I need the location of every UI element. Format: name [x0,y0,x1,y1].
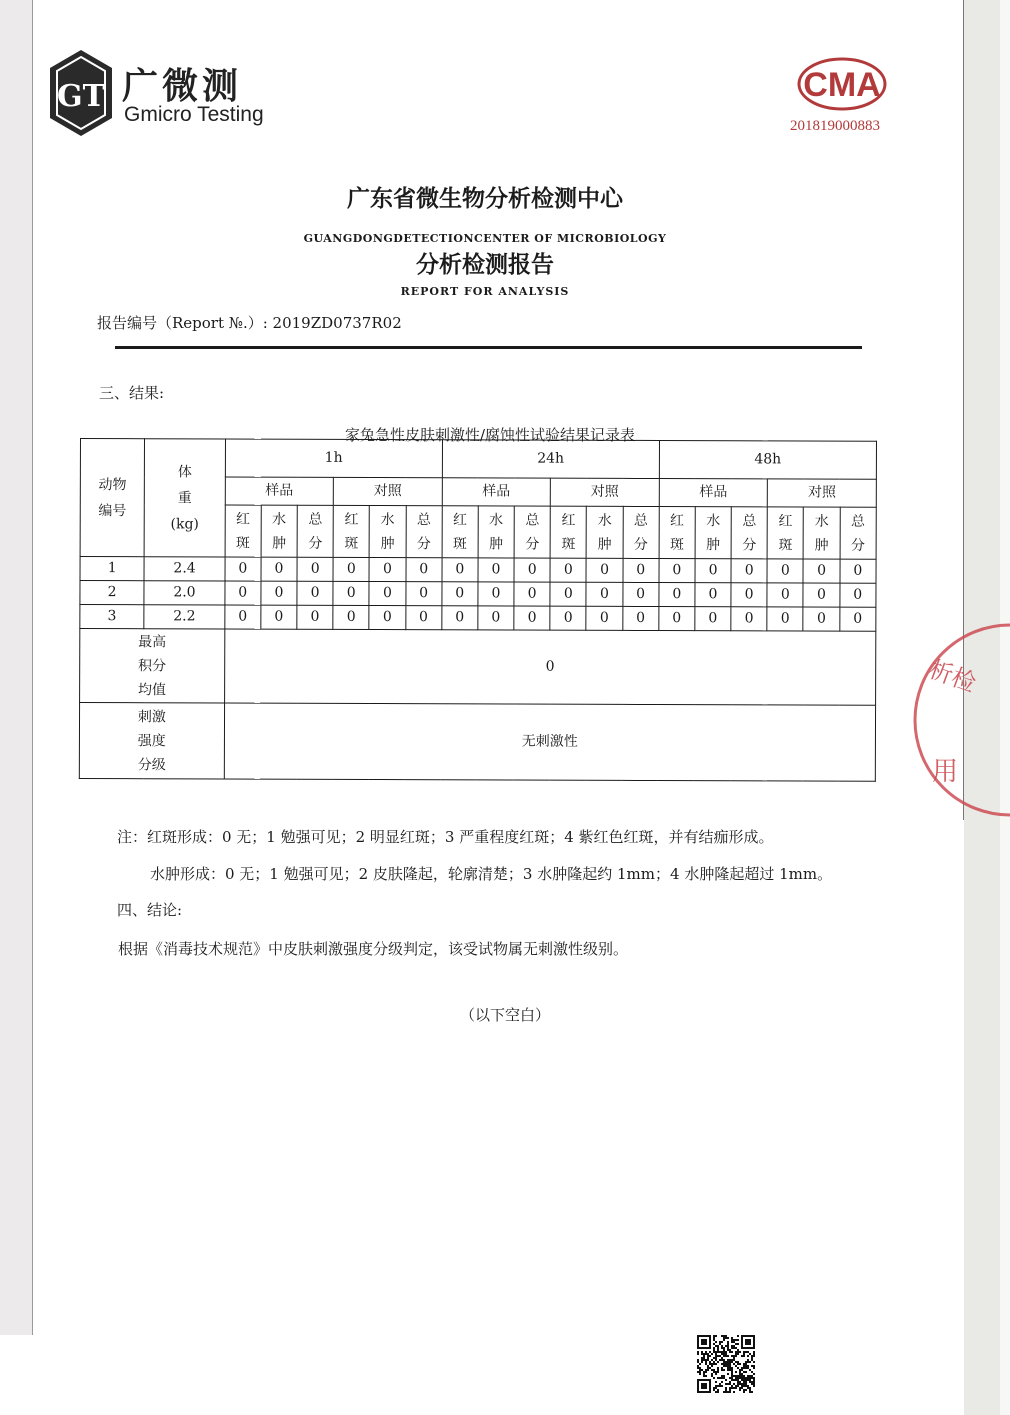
animal-id-cell: 2 [80,581,144,605]
header-subcolumn: 水 肿 [478,506,514,558]
score-cell: 0 [297,581,333,605]
max-score-value: 0 [224,629,876,705]
score-cell: 0 [622,606,658,630]
score-cell: 0 [586,606,622,630]
report-title-cn: 分析检测报告 [416,252,554,278]
header-subcolumn: 红 斑 [550,506,586,558]
svg-text:析检: 析检 [924,654,980,698]
score-cell: 0 [550,558,586,582]
header-subcolumn: 总 分 [731,507,767,559]
header-subcolumn: 总 分 [514,506,550,558]
score-cell: 0 [803,607,839,631]
table-row [80,557,876,584]
score-cell: 0 [803,559,839,583]
header-subcolumn: 水 肿 [695,507,731,559]
score-cell: 0 [225,605,261,629]
score-cell: 0 [369,582,405,606]
header-period-1h: 1h [225,439,442,478]
score-cell: 0 [405,582,441,606]
header-subcolumn: 红 斑 [333,505,369,557]
header-period-24h: 24h [442,440,659,479]
cma-number: 201819000883 [790,118,880,134]
score-cell: 0 [406,558,442,582]
score-cell: 0 [369,606,405,630]
header-group: 样品 [659,479,768,507]
score-cell: 0 [767,559,803,583]
score-cell: 0 [695,559,731,583]
logo-name-en: Gmicro Testing [124,103,264,126]
logo-name-cn: 广微测 [122,66,243,107]
header-group: 对照 [768,479,877,507]
score-cell: 0 [550,606,586,630]
score-cell: 0 [695,607,731,631]
score-cell: 0 [297,605,333,629]
cma-certification-mark [796,56,888,112]
score-cell: 0 [261,605,297,629]
header-period-48h: 48h [659,441,876,480]
logo-letters: GT [57,79,105,114]
score-cell: 0 [623,558,659,582]
score-cell: 0 [261,557,297,581]
header-subcolumn: 红 斑 [442,506,478,558]
animal-id-cell: 3 [80,605,144,629]
intensity-label: 刺激 强度 分级 [79,703,224,780]
max-score-label: 最高 积分 均值 [80,629,225,704]
score-cell: 0 [442,606,478,630]
score-cell: 0 [767,607,803,631]
score-cell: 0 [225,581,261,605]
score-cell: 0 [839,607,875,631]
header-subcolumn: 水 肿 [369,506,405,558]
score-cell: 0 [514,558,550,582]
header-subcolumn: 水 肿 [804,507,840,559]
table-row [80,605,876,632]
header-group: 样品 [225,477,334,505]
qr-code-icon [697,1335,755,1393]
note-edema: 水肿形成：0 无；1 勉强可见；2 皮肤隆起，轮廓清楚；3 水肿隆起约 1mm；4 水肿隆起超过 1mm。 [150,865,833,883]
score-cell: 0 [659,607,695,631]
animal-id-cell: 1 [80,557,144,581]
score-cell: 0 [333,605,369,629]
svg-text:用: 用 [932,757,959,787]
score-cell: 0 [586,582,622,606]
header-group: 样品 [442,478,551,506]
score-cell: 0 [695,583,731,607]
header-subcolumn: 红 斑 [225,505,261,557]
intensity-value: 无刺激性 [224,703,876,781]
header-subcolumn: 总 分 [297,505,333,557]
score-cell: 0 [297,557,333,581]
section-results-heading: 三、结果: [99,384,165,402]
header-subcolumn: 水 肿 [261,505,297,557]
header-subcolumn: 总 分 [623,506,659,558]
score-cell: 0 [442,582,478,606]
header-subcolumn: 水 肿 [587,506,623,558]
header-subcolumn: 红 斑 [659,507,695,559]
results-table [79,438,877,782]
score-cell: 0 [442,558,478,582]
gt-hexagon-logo-icon [48,48,114,138]
header-animal-id: 动物 编号 [80,439,145,557]
note-erythema: 注：红斑形成：0 无；1 勉强可见；2 明显红斑；3 严重程度红斑；4 紫红色红斑，并有结痂形成。 [117,828,774,846]
score-cell: 0 [840,583,876,607]
weight-cell: 2.0 [144,581,224,605]
score-cell: 0 [623,582,659,606]
score-cell: 0 [803,583,839,607]
blank-below-note: （以下空白） [459,1006,550,1024]
section-conclusion-heading: 四、结论: [117,901,183,919]
score-cell: 0 [731,559,767,583]
score-cell: 0 [333,581,369,605]
score-cell: 0 [514,606,550,630]
score-cell: 0 [478,606,514,630]
score-cell: 0 [369,558,405,582]
report-title-en: REPORT FOR ANALYSIS [400,285,570,298]
score-cell: 0 [731,583,767,607]
header-weight: 体 重 (kg) [144,439,225,557]
score-cell: 0 [261,581,297,605]
header-group: 对照 [333,477,442,505]
org-name-en: GUANGDONGDETECTIONCENTER OF MICROBIOLOGY [303,232,667,245]
score-cell: 0 [840,559,876,583]
cma-text: CMA [803,66,881,104]
score-cell: 0 [478,582,514,606]
score-cell: 0 [333,557,369,581]
header-subcolumn: 红 斑 [767,507,803,559]
header-subcolumn: 总 分 [840,507,877,559]
org-name-cn: 广东省微生物分析检测中心 [347,186,623,212]
table-row [80,581,876,608]
score-cell: 0 [586,558,622,582]
weight-cell: 2.4 [144,557,224,581]
report-number: 报告编号（Report №.）: 2019ZD0737R02 [97,314,402,332]
score-cell: 0 [767,583,803,607]
header-subcolumn: 总 分 [406,506,442,558]
red-seal-fragment [920,620,980,820]
table-caption: 家兔急性皮肤刺激性/腐蚀性试验结果记录表 [344,426,636,444]
score-cell: 0 [659,559,695,583]
header-group: 对照 [551,478,660,506]
conclusion-text: 根据《消毒技术规范》中皮肤刺激强度分级判定，该受试物属无刺激性级别。 [118,940,629,958]
score-cell: 0 [550,582,586,606]
header-rule [115,346,862,349]
score-cell: 0 [731,607,767,631]
score-cell: 0 [478,558,514,582]
score-cell: 0 [659,583,695,607]
weight-cell: 2.2 [144,605,224,629]
score-cell: 0 [225,557,261,581]
score-cell: 0 [405,606,441,630]
score-cell: 0 [514,582,550,606]
